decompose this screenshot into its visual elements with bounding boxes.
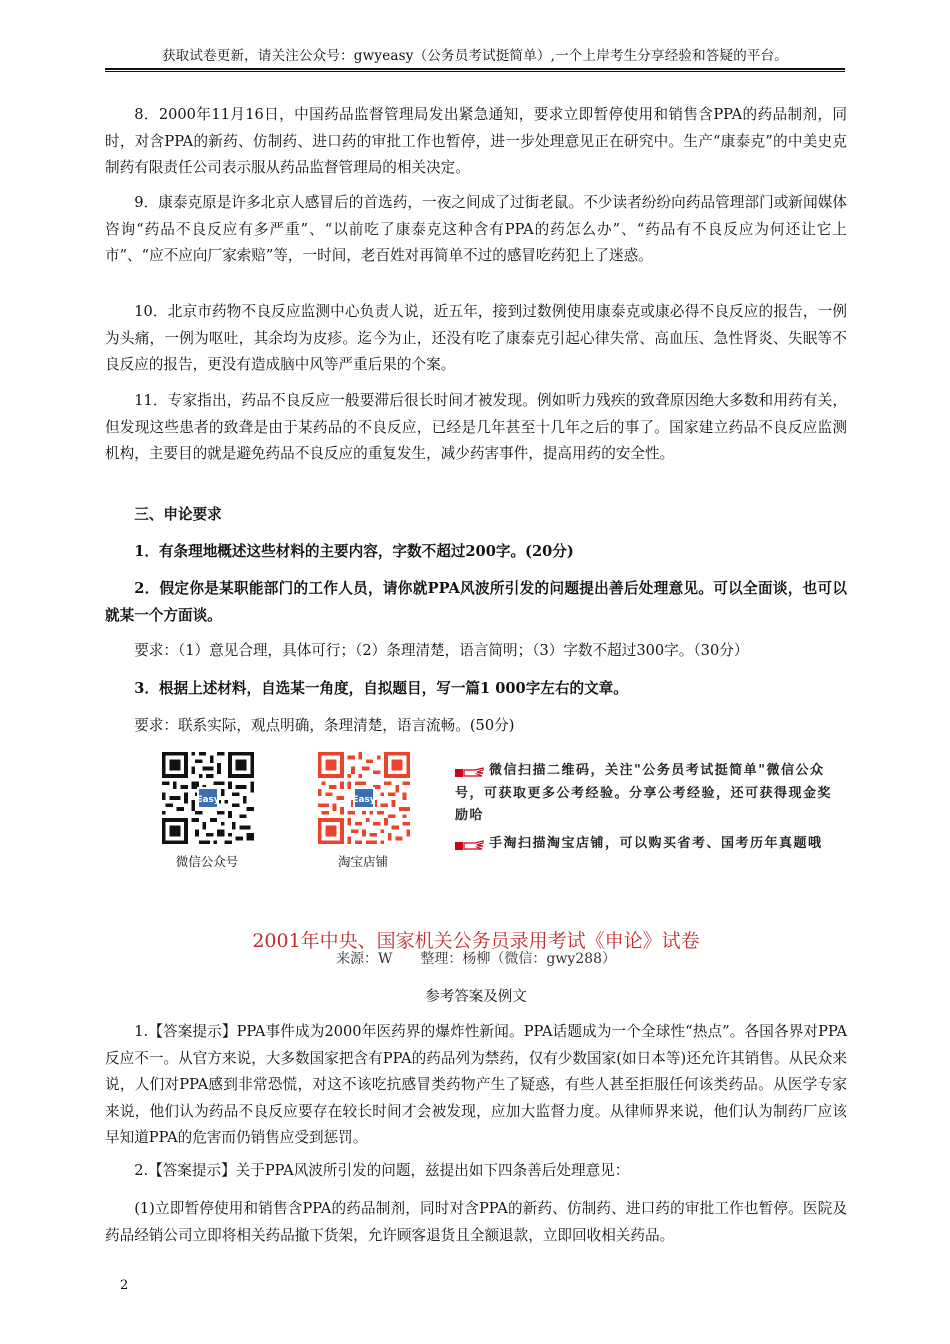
answer-1: 1.【答案提示】PPA事件成为2000年医药界的爆炸性新闻。PPA话题成为一个全球性“热点”。各国各界对PPA反应不一。从官方来说，大多数国家把含有PPA的药品列为禁药，仅有少数国家(如日本等)还允许其销售。从民众来说，人们对PPA感到非常恐慌，对这不该吃抗感冒类药物产生了疑惑，有些人甚至拒服任何该类药品。从医学专家来说，他们认为药品不良反应要存在较长时间才会被发现，应加大监督力度。从律师界来说，他们认为制药厂应该早知道PPA的危害而仍销售应受到惩罚。	[105, 1023, 847, 1146]
page-number: 2	[120, 1278, 129, 1293]
taobao-qr-code	[318, 752, 410, 844]
header-rule-thin	[105, 71, 845, 72]
page-header: 获取试卷更新，请关注公众号：gwyeasy（公务员考试挺简单）,一个上岸考生分享经验和答疑的平台。	[161, 48, 788, 64]
promo-taobao-text	[455, 833, 835, 856]
answer-section-subtitle: 参考答案及例文	[425, 989, 527, 1005]
material-paragraph-9: 9．康泰克原是许多北京人感冒后的首选药，一夜之间成了过街老鼠。不少读者纷纷向药品管理部门或新闻媒体咨询“药品不良反应有多严重”、“以前吃了康泰克这种含有PPA的药怎么办”、“药品有不良反应为何还让它上市”、“应不应向厂家索赔”等，一时间，老百姓对再简单不过的感冒吃药犯上了迷惑。	[105, 194, 847, 264]
answer-2: 2.【答案提示】关于PPA风波所引发的问题，兹提出如下四条善后处理意见：	[134, 1162, 630, 1179]
material-paragraph-11: 11．专家指出，药品不良反应一般要滞后很长时间才被发现。例如听力残疾的致聋原因绝大多数和用药有关，但发现这些患者的致聋是由于某药品的不良反应，已经是几年甚至十几年之后的事了。国家建立药品不良反应监测机构，主要目的就是避免药品不良反应的重复发生，减少药害事件，提高用药的安全性。	[105, 392, 847, 462]
question-3: 3．根据上述材料，自选某一角度，自拟题目，写一篇1 000字左右的文章。	[134, 680, 628, 697]
header-rule	[105, 68, 845, 70]
question-3-requirements: 要求：联系实际，观点明确，条理清楚，语言流畅。(50分)	[134, 717, 515, 734]
promo-wechat-text	[455, 760, 835, 828]
qr2-logo-text: Easy	[352, 795, 376, 806]
pointing-hand-icon	[455, 765, 485, 777]
qr1-logo-text: Easy	[196, 795, 220, 806]
wechat-qr-label: 微信公众号	[175, 854, 239, 869]
answer-section-source: 来源：W 整理：杨柳（微信：gwy288）	[336, 951, 616, 967]
material-paragraph-10: 10．北京市药物不良反应监测中心负责人说，近五年，接到过数例使用康泰克或康必得不良反应的报告，一例为头痛，一例为呕吐，其余均为皮疹。迄今为止，还没有吃了康泰克引起心律失常、高血压、急性肾炎、失眠等不良反应的报告，更没有造成脑中风等严重后果的个案。	[105, 303, 847, 373]
question-2: 2．假定你是某职能部门的工作人员，请你就PPA风波所引发的问题提出善后处理意见。可以全面谈，也可以就某一个方面谈。	[105, 580, 847, 624]
answer-2-point-1: (1)立即暂停使用和销售含PPA的药品制剂，同时对含PPA的新药、仿制药、进口药的审批工作也暂停。医院及药品经销公司立即将相关药品撤下货架，允许顾客退货且全额退款，立即回收相关药品。	[105, 1200, 847, 1244]
requirements-heading: 三、申论要求	[134, 506, 222, 523]
answer-section-title: 2001年中央、国家机关公务员录用考试《申论》试卷	[252, 930, 700, 952]
wechat-qr-code	[162, 752, 254, 844]
question-1: 1．有条理地概述这些材料的主要内容，字数不超过200字。(20分)	[134, 543, 574, 560]
promo-wechat-line: 微信扫描二维码，关注"公务员考试挺简单"微信公众号，可获取更多公考经验。分享公考经验，还可获得现金奖励哈	[455, 763, 833, 823]
material-paragraph-8: 8．2000年11月16日，中国药品监督管理局发出紧急通知，要求立即暂停使用和销售含PPA的药品制剂，同时，对含PPA的新药、仿制药、进口药的审批工作也暂停，进一步处理意见正在研究中。生产“康泰克”的中美史克制药有限责任公司表示服从药品监督管理局的相关决定。	[105, 106, 847, 176]
taobao-qr-label: 淘宝店铺	[337, 854, 388, 869]
question-2-requirements: 要求：（1）意见合理，具体可行；（2）条理清楚，语言简明；（3）字数不超过300字。（30分）	[134, 642, 749, 659]
pointing-hand-icon	[455, 838, 485, 850]
promo-taobao-line: 手淘扫描淘宝店铺，可以购买省考、国考历年真题哦	[489, 836, 823, 851]
